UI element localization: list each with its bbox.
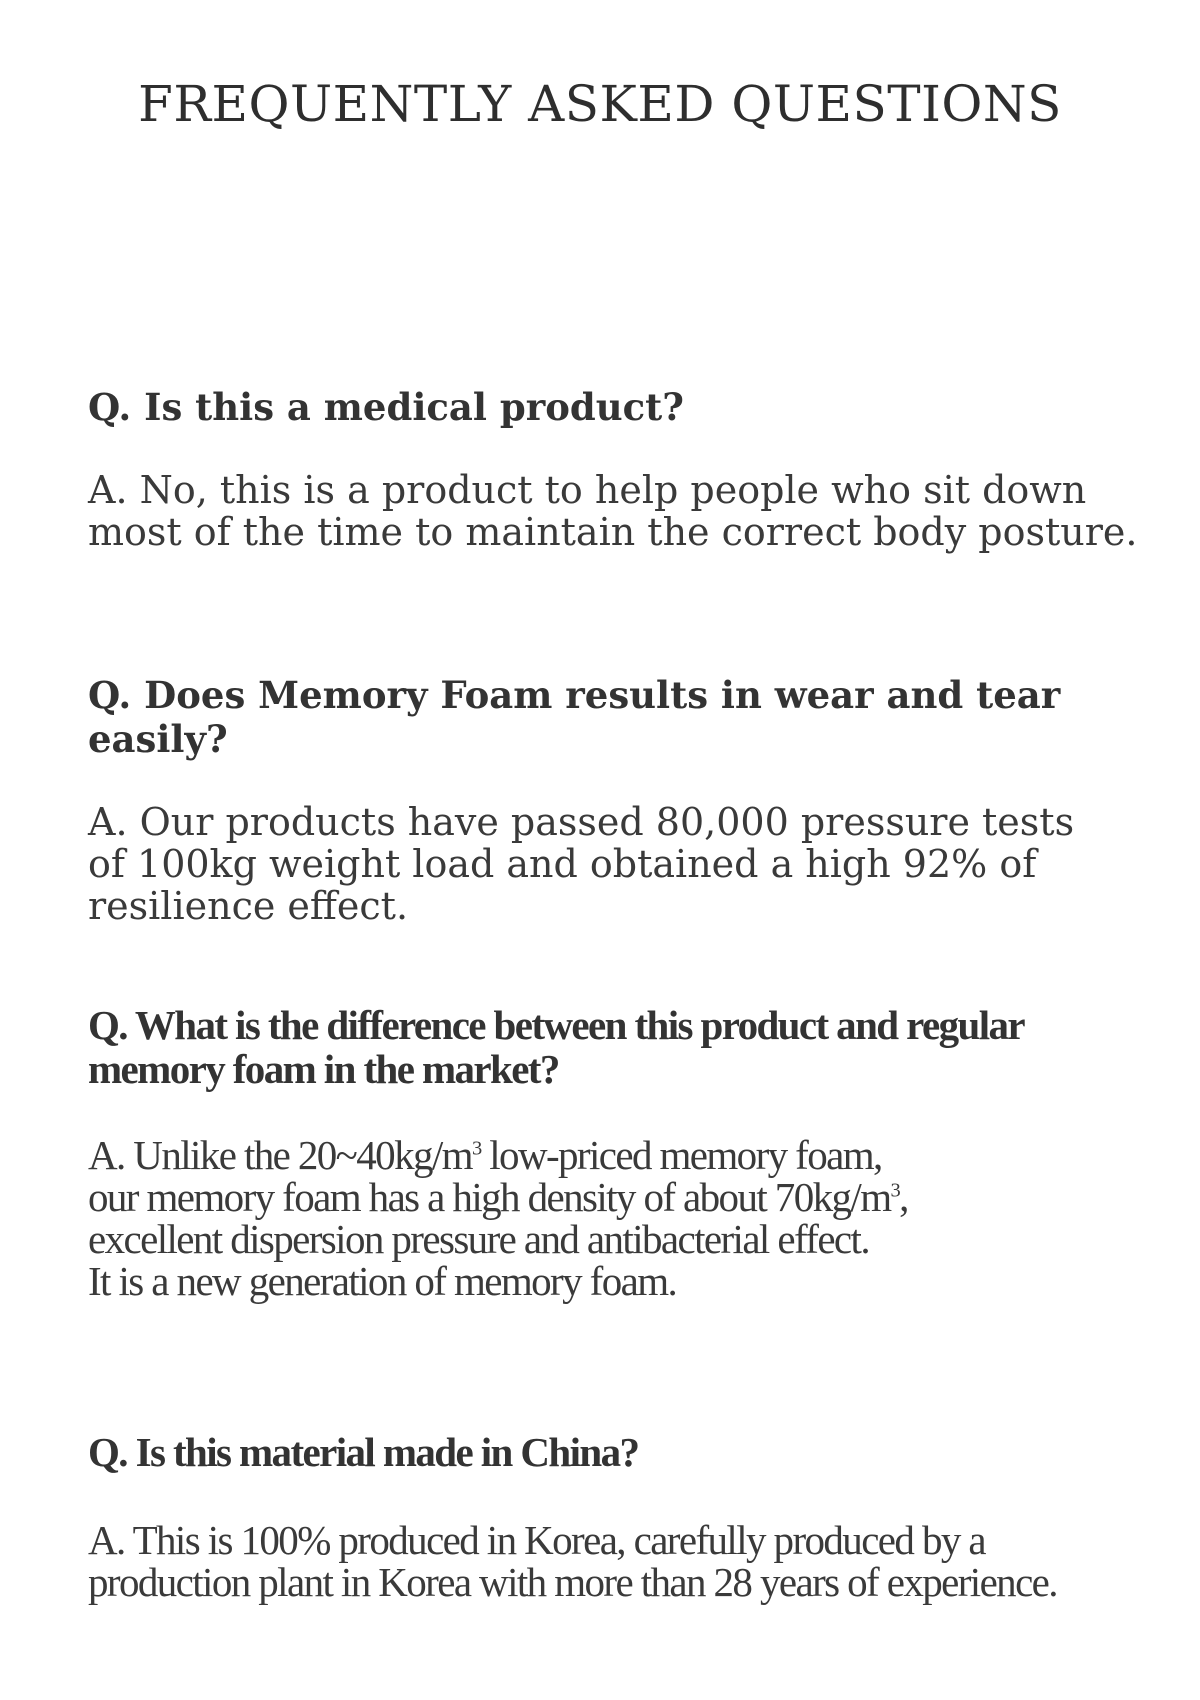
faq-answer-line: A. No, this is a product to help people who sit down xyxy=(88,468,1087,512)
faq-question-line: Q. What is the difference between this product and regular xyxy=(88,1002,1024,1048)
answer-text: , xyxy=(899,1174,908,1220)
faq-question-line: memory foam in the market? xyxy=(88,1046,559,1092)
faq-item-difference xyxy=(88,1003,1168,1302)
faq-answer-line: of 100kg weight load and obtained a high 92% of xyxy=(88,842,1037,886)
faq-item-wear-and-tear xyxy=(88,673,1168,927)
faq-question: Q. Is this material made in China? xyxy=(88,1429,639,1475)
faq-answer-line xyxy=(88,1176,1168,1218)
faq-answer-line: production plant in Korea with more than 28 years of experience. xyxy=(88,1559,1057,1605)
faq-answer-line: A. This is 100% produced in Korea, carefully produced by a xyxy=(88,1517,985,1563)
faq-answer-line: resilience effect. xyxy=(88,884,409,928)
faq-answer xyxy=(88,1519,1168,1603)
page-title: FREQUENTLY ASKED QUESTIONS xyxy=(138,75,1062,133)
faq-item-medical-product xyxy=(88,385,1168,553)
answer-text: A. Unlike the 20~40kg/m xyxy=(88,1132,472,1178)
faq-item-made-in-china xyxy=(88,1430,1168,1603)
faq-answer xyxy=(88,1134,1168,1302)
faq-answer-line: most of the time to maintain the correct body posture. xyxy=(88,510,1138,554)
answer-text: low-priced memory foam, xyxy=(480,1132,882,1178)
faq-answer-line: A. Our products have passed 80,000 pressure tests xyxy=(88,800,1075,844)
answer-text: our memory foam has a high density of about 70kg/m xyxy=(88,1174,891,1220)
faq-answer-line xyxy=(88,1134,1168,1176)
superscript-cubed: 3 xyxy=(471,1137,481,1160)
faq-answer-line: It is a new generation of memory foam. xyxy=(88,1258,677,1304)
faq-question: Q. Is this a medical product? xyxy=(88,385,684,429)
faq-answer xyxy=(88,469,1168,553)
superscript-cubed: 3 xyxy=(890,1179,900,1202)
faq-question xyxy=(88,1003,1168,1091)
faq-question: Q. Does Memory Foam results in wear and tear easily? xyxy=(88,673,1061,761)
faq-answer xyxy=(88,801,1168,927)
faq-answer-line: excellent dispersion pressure and antibacterial effect. xyxy=(88,1216,869,1262)
